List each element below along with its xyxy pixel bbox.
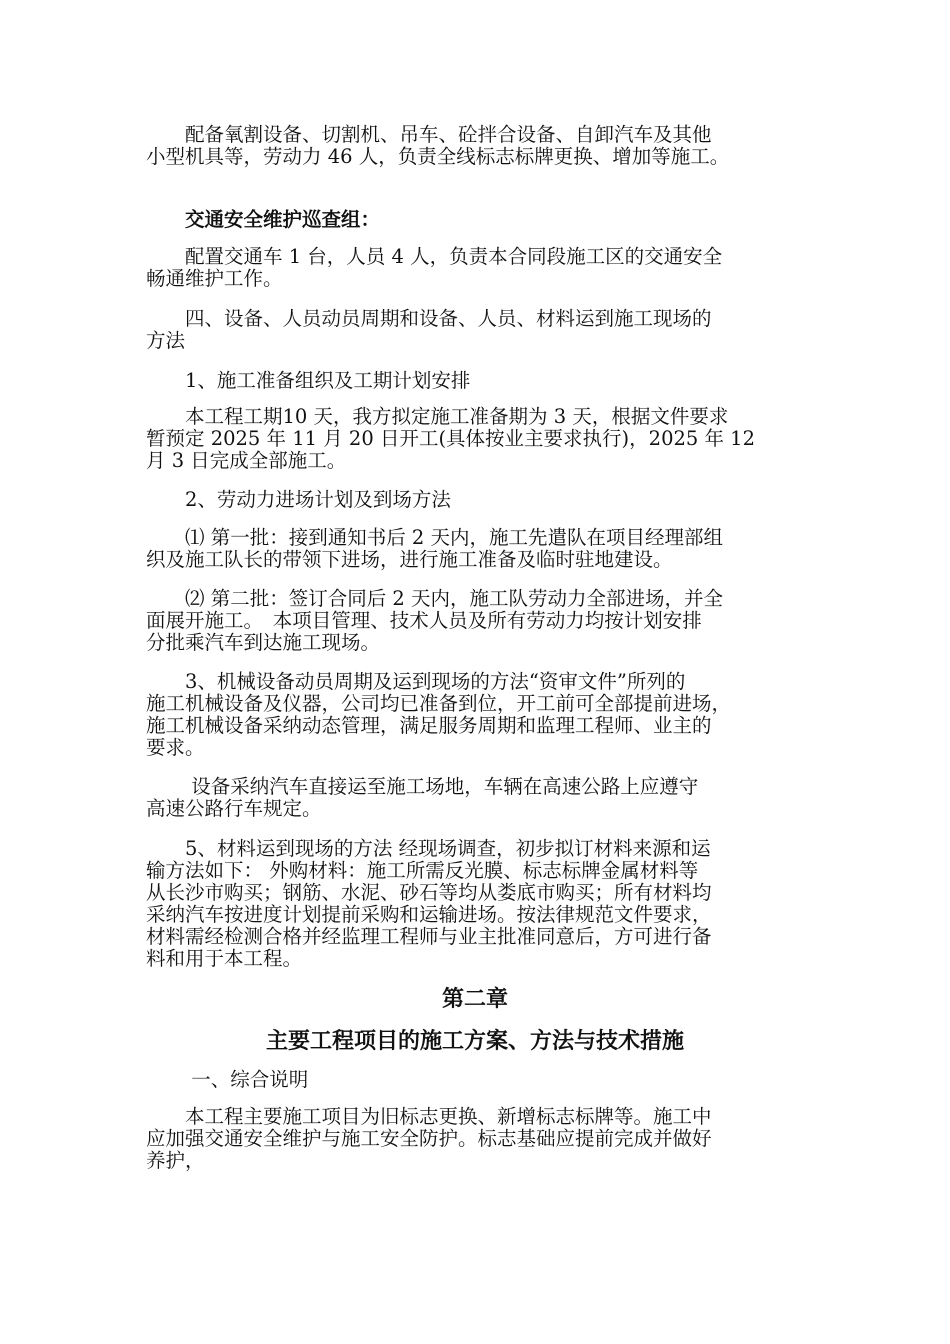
paragraph-transport — [146, 776, 806, 820]
text-line: 料和用于本工程。 — [146, 947, 303, 970]
chapter-heading — [0, 988, 950, 1010]
chapter-title — [0, 1030, 950, 1052]
text-line: 设备采纳汽车直接运至施工场地，车辆在高速公路上应遵守 — [146, 775, 699, 798]
text-line: 要求。 — [146, 736, 205, 759]
text-line: 配置交通车 1 台，人员 4 人，负责本合同段施工区的交通安全 — [146, 245, 723, 268]
text-line: 本工程工期10 天，我方拟定施工准备期为 3 天，根据文件要求 — [146, 405, 729, 428]
text-line: 一、综合说明 — [146, 1068, 309, 1091]
paragraph-materials — [146, 838, 806, 970]
chapter-label: 第二章 — [441, 986, 508, 1012]
paragraph-machinery — [146, 671, 806, 759]
section-heading — [146, 1069, 806, 1091]
paragraph-traffic-vehicle — [146, 246, 806, 290]
text-line: 交通安全维护巡查组： — [146, 208, 381, 231]
text-line: 1、施工准备组织及工期计划安排 — [146, 369, 471, 392]
text-line: 材料需经检测合格并经监理工程师与业主批准同意后，方可进行备 — [146, 925, 712, 948]
text-line: 2、劳动力进场计划及到场方法 — [146, 488, 451, 511]
text-line: 配备氧割设备、切割机、吊车、砼拌合设备、自卸汽车及其他 — [146, 123, 712, 146]
text-line: 分批乘汽车到达施工现场。 — [146, 631, 381, 654]
text-line: 小型机具等，劳动力 46 人，负责全线标志标牌更换、增加等施工。 — [146, 145, 730, 168]
chapter-title-text: 主要工程项目的施工方案、方法与技术措施 — [265, 1028, 684, 1054]
text-line: 应加强交通安全维护与施工安全防护。标志基础应提前完成并做好 — [146, 1127, 712, 1150]
text-line: ⑴ 第一批：接到通知书后 2 天内，施工先遣队在项目经理部组 — [146, 526, 724, 549]
paragraph-batch-one — [146, 527, 806, 571]
text-line: 5、材料运到现场的方法 经现场调查，初步拟订材料来源和运 — [146, 837, 711, 860]
text-line: 面展开施工。 本项目管理、技术人员及所有劳动力均按计划安排 — [146, 609, 702, 632]
text-line: 3、机械设备动员周期及运到现场的方法“资审文件”所列的 — [146, 670, 686, 693]
paragraph-overview — [146, 1106, 806, 1172]
text-line: 输方法如下： 外购材料：施工所需反光膜、标志标牌金属材料等 — [146, 859, 699, 882]
subheading-traffic-patrol — [146, 209, 806, 231]
text-line: 施工机械设备及仪器，公司均已准备到位，开工前可全部提前进场， — [146, 692, 732, 715]
paragraph-batch-two — [146, 588, 806, 654]
heading-item-2 — [146, 489, 806, 511]
text-line: 月 3 日完成全部施工。 — [146, 449, 347, 472]
text-line: 暂预定 2025 年 11 月 20 日开工(具体按业主要求执行)，2025 年 12 — [146, 427, 755, 450]
text-line: 高速公路行车规定。 — [146, 797, 322, 820]
text-line: 畅通维护工作。 — [146, 267, 283, 290]
text-line: 采纳汽车按进度计划提前采购和运输进场。按法律规范文件要求， — [146, 903, 712, 926]
text-line: 四、设备、人员动员周期和设备、人员、材料运到施工现场的 — [146, 307, 712, 330]
text-line: ⑵ 第二批：签订合同后 2 天内，施工队劳动力全部进场，并全 — [146, 587, 724, 610]
paragraph-schedule — [146, 406, 806, 472]
text-line: 养护， — [146, 1149, 205, 1172]
heading-item-1 — [146, 370, 806, 392]
text-line: 施工机械设备采纳动态管理，满足服务周期和监理工程师、业主的 — [146, 714, 712, 737]
heading-section-four — [146, 308, 806, 352]
text-line: 方法 — [146, 329, 186, 352]
text-line: 本工程主要施工项目为旧标志更换、新增标志标牌等。施工中 — [146, 1105, 712, 1128]
text-line: 织及施工队长的带领下进场，进行施工准备及临时驻地建设。 — [146, 548, 673, 571]
paragraph-equipment — [146, 124, 806, 168]
text-line: 从长沙市购买；钢筋、水泥、砂石等均从娄底市购买；所有材料均 — [146, 881, 712, 904]
